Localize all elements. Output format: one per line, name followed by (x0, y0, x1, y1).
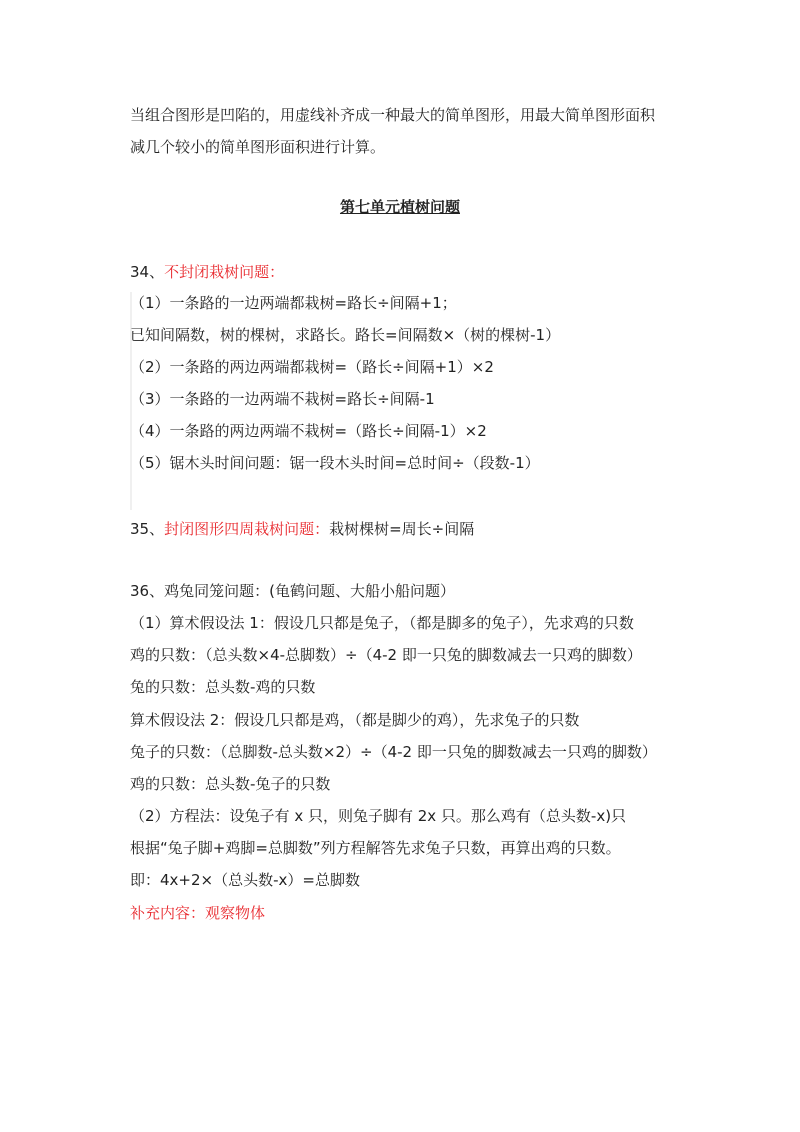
supplement-heading: 补充内容：观察物体 (130, 904, 266, 922)
item-34-line-5: （4）一条路的两边两端不栽树=（路长÷间隔-1）×2 (130, 422, 487, 440)
intro-line-1: 当组合图形是凹陷的，用虚线补齐成一种最大的简单图形，用最大简单图形面积 (130, 106, 656, 124)
item-36-line-2: 鸡的只数：（总头数×4-总脚数）÷（4-2 即一只兔的脚数减去一只鸡的脚数） (130, 646, 642, 664)
item-36-heading: 36、鸡兔同笼问题：(龟鹤问题、大船小船问题） (130, 582, 455, 600)
item-34-line-6: （5）锯木头时间问题：锯一段木头时间=总时间÷（段数-1） (130, 454, 540, 472)
item-34-number: 34、 (130, 263, 165, 281)
item-35-title: 封闭图形四周栽树问题： (164, 520, 330, 538)
item-36-line-7: （2）方程法：设兔子有 x 只，则兔子脚有 2x 只。那么鸡有（总头数-x)只 (130, 807, 627, 825)
item-36-line-9: 即：4x+2×（总头数-x）=总脚数 (130, 871, 360, 889)
item-36-line-1: （1）算术假设法 1：假设几只都是兔子，（都是脚多的兔子），先求鸡的只数 (130, 614, 634, 632)
section-title: 第七单元植树问题 (339, 198, 460, 216)
intro-line-2: 减几个较小的简单图形面积进行计算。 (130, 138, 386, 156)
item-34-line-2: 已知间隔数，树的棵树，求路长。路长=间隔数×（树的棵树-1） (130, 326, 561, 344)
item-34-line-1: （1）一条路的一边两端都栽树=路长÷间隔+1； (130, 294, 457, 312)
item-36-line-3: 兔的只数：总头数-鸡的只数 (130, 678, 316, 696)
item-35 (130, 519, 474, 539)
item-35-text: 栽树棵树=周长÷间隔 (329, 520, 475, 538)
item-34-title: 不封闭栽树问题： (164, 263, 285, 281)
item-35-number: 35、 (130, 520, 165, 538)
item-34-line-4: （3）一条路的一边两端不栽树=路长÷间隔-1 (130, 390, 435, 408)
item-36-line-6: 鸡的只数：总头数-兔子的只数 (130, 775, 331, 793)
item-34-heading (130, 262, 284, 282)
item-34-line-3: （2）一条路的两边两端都栽树=（路长÷间隔+1）×2 (130, 358, 494, 376)
item-36-line-8: 根据“兔子脚+鸡脚=总脚数”列方程解答先求兔子只数，再算出鸡的只数。 (130, 839, 621, 857)
item-36-line-5: 兔子的只数：（总脚数-总头数×2）÷（4-2 即一只兔的脚数减去一只鸡的脚数） (130, 743, 657, 761)
item-36-line-4: 算术假设法 2：假设几只都是鸡，（都是脚少的鸡），先求兔子的只数 (130, 711, 580, 729)
